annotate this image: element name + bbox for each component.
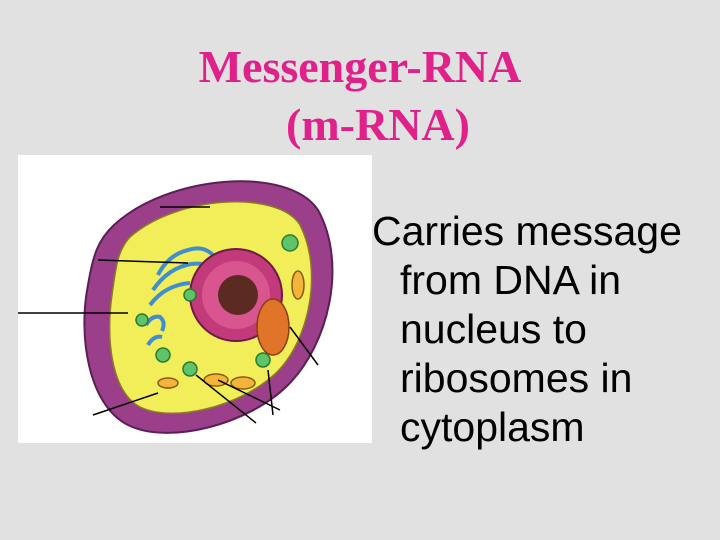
- slide-title: [0, 38, 720, 154]
- body-line-1: Carries message: [372, 208, 682, 254]
- golgi-body: [257, 299, 289, 355]
- title-line-2: (m-RNA): [286, 99, 470, 150]
- slide-body-text: [370, 207, 715, 452]
- title-line-1: Messenger-RNA: [198, 41, 522, 92]
- body-line-4: ribosomes in: [400, 355, 633, 401]
- body-line-5: cytoplasm: [400, 404, 585, 450]
- body-line-2: from DNA in: [400, 257, 621, 303]
- animal-cell-diagram: [18, 155, 372, 443]
- cell-illustration-icon: [18, 155, 372, 443]
- body-line-3: nucleus to: [400, 306, 587, 352]
- nucleolus: [218, 275, 258, 315]
